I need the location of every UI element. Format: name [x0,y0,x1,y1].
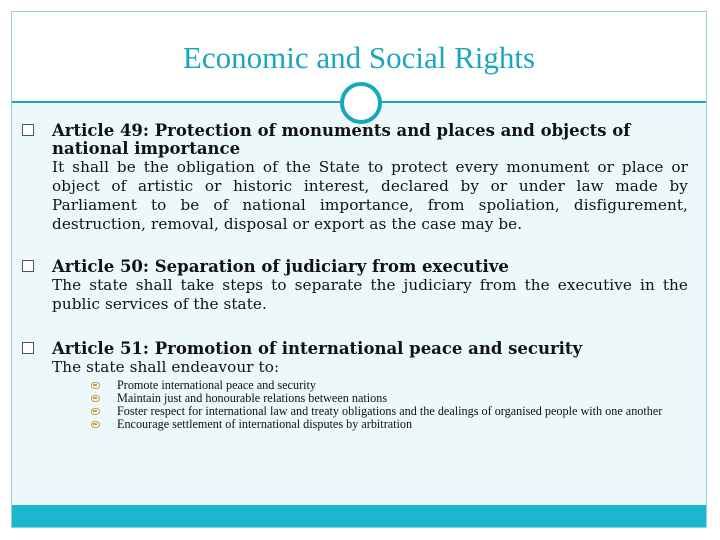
article-51 [22,340,688,377]
list-item-text: Foster respect for international law and treaty obligations and the dealings of organised people with one another [117,404,663,418]
list-item [89,380,697,392]
checkbox-bullet-icon [22,342,34,354]
article-51-heading: Article 51: Promotion of international peace and security [52,339,583,358]
footer-bar [12,505,706,527]
article-50-body: The state shall take steps to separate the judiciary from the executive in the public services of the state. [52,276,688,313]
article-49 [22,122,688,234]
list-item [89,406,697,418]
checkbox-bullet-icon [22,260,34,272]
checkbox-bullet-icon [22,124,34,136]
bullet-icon [91,421,100,428]
list-item-text: Promote international peace and security [117,378,316,392]
article-49-body: It shall be the obligation of the State to protect every monument or place or object of artistic or historic interest, declared by or under law made by Parliament to be of national importance, from spoliation, disfigurement, destruction, removal, disposal or export as the case may be. [52,158,688,233]
article-51-body: The state shall endeavour to: [52,358,280,376]
bullet-icon [91,395,100,402]
list-item [89,419,697,431]
slide [11,11,707,528]
slide-title: Economic and Social Rights [182,40,536,75]
article-50 [22,258,688,314]
article-49-heading: Article 49: Protection of monuments and places and objects of national importance [52,121,631,158]
bullet-icon [91,382,100,389]
article-50-heading: Article 50: Separation of judiciary from executive [52,257,509,276]
circle-ornament-icon [340,82,382,124]
list-item [89,393,697,405]
article-51-list [89,380,697,432]
list-item-text: Encourage settlement of international disputes by arbitration [117,417,413,431]
list-item-text: Maintain just and honourable relations between nations [117,391,388,405]
bullet-icon [91,408,100,415]
